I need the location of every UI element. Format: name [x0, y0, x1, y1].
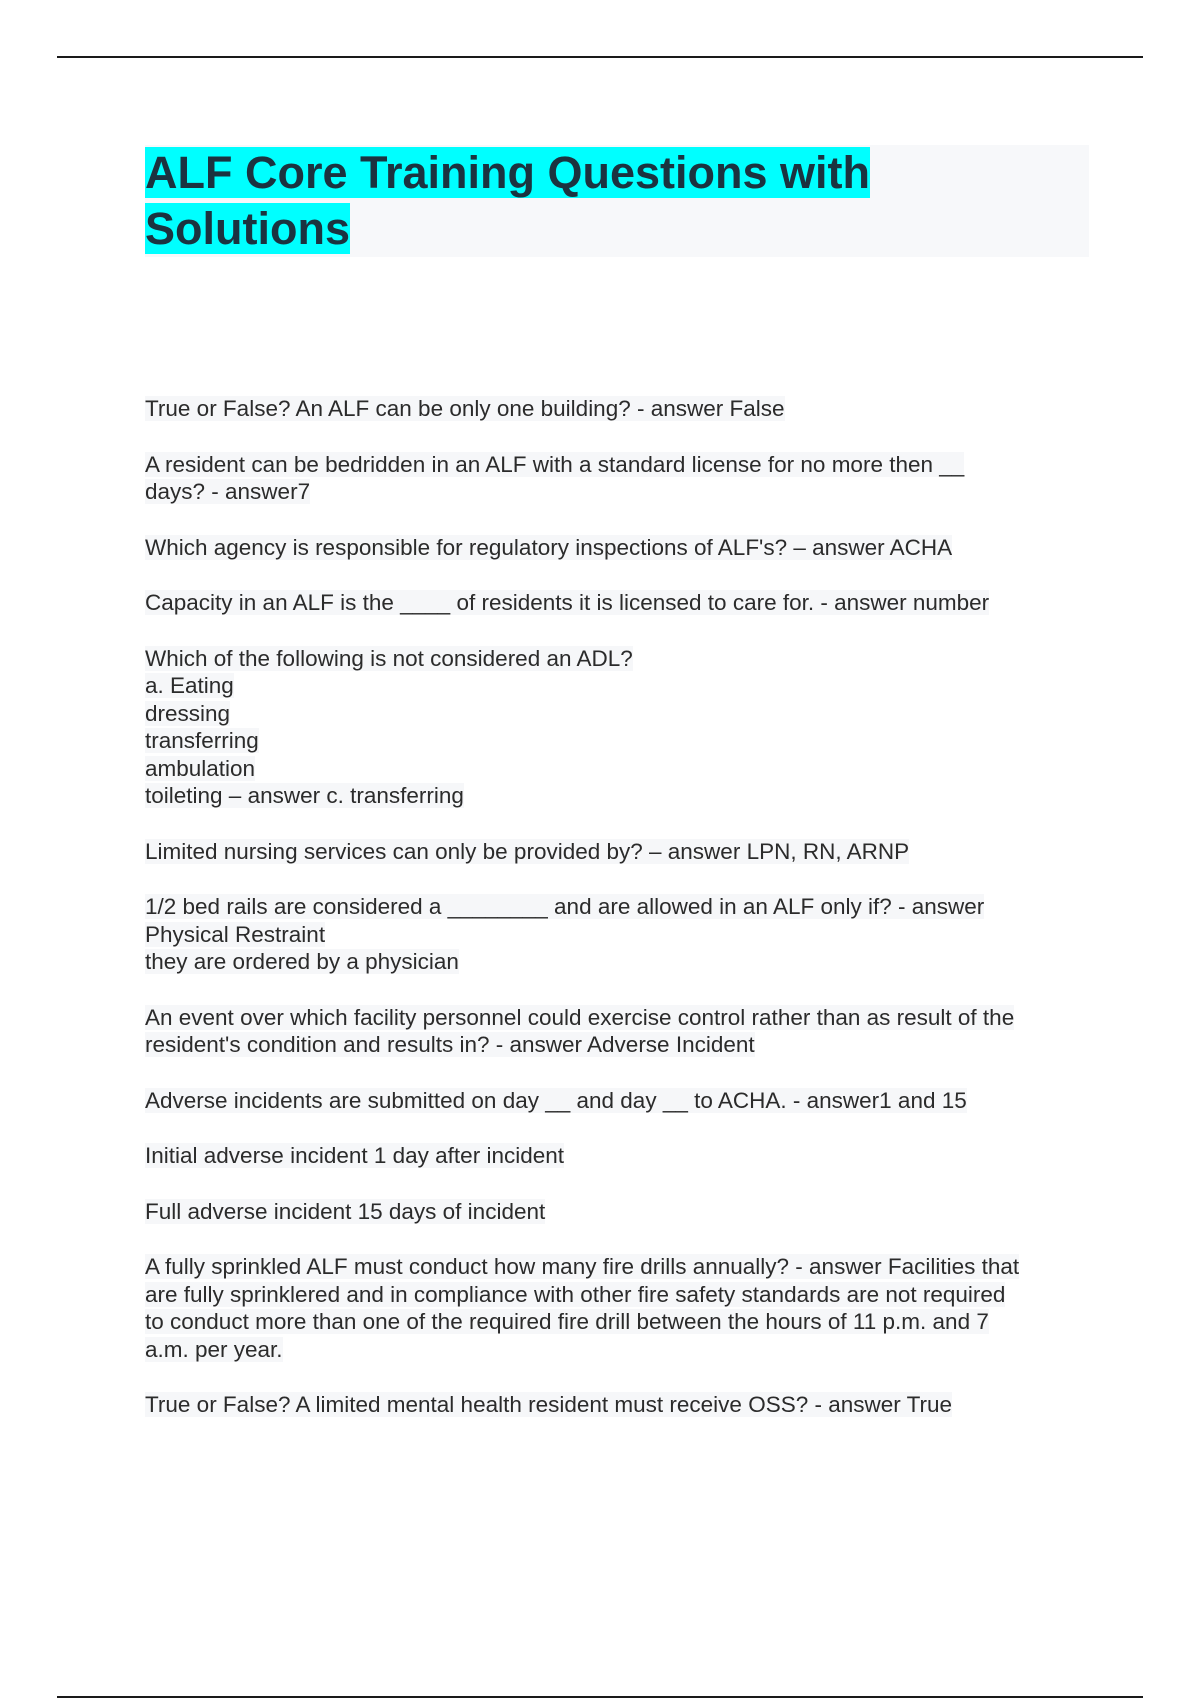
qa-line: [145, 1142, 1090, 1170]
title-line-1: ALF Core Training Questions with: [145, 147, 871, 198]
qa-line-text: True or False? An ALF can be only one building? - answer False: [145, 396, 785, 421]
qa-item: [145, 893, 1090, 976]
qa-line: [145, 1308, 1090, 1336]
qa-line: [145, 534, 1090, 562]
qa-line-text: A resident can be bedridden in an ALF with a standard license for no more then __: [145, 451, 965, 477]
qa-item: [145, 645, 1090, 810]
qa-line: [145, 1391, 1090, 1419]
qa-line-text: An event over which facility personnel could exercise control rather than as result of the: [145, 1004, 1015, 1030]
bottom-rule: [57, 1696, 1143, 1698]
qa-line: [145, 700, 1090, 728]
qa-line-text: they are ordered by a physician: [145, 949, 459, 974]
qa-line: [145, 893, 1090, 921]
qa-line: [145, 782, 1090, 810]
qa-list: [145, 395, 1090, 1447]
qa-item: [145, 1198, 1090, 1226]
qa-item: [145, 534, 1090, 562]
qa-line-text: ambulation: [145, 755, 256, 781]
qa-item: [145, 589, 1090, 617]
qa-line: [145, 948, 1090, 976]
qa-line: [145, 451, 1090, 479]
qa-line: [145, 1004, 1090, 1032]
qa-item: [145, 1142, 1090, 1170]
qa-line: [145, 1253, 1090, 1281]
qa-line: [145, 1281, 1090, 1309]
qa-line: [145, 589, 1090, 617]
qa-line-text: Capacity in an ALF is the ____ of residents it is licensed to care for. - answer number: [145, 590, 990, 615]
qa-line: [145, 672, 1090, 700]
qa-item: [145, 1004, 1090, 1059]
qa-line: [145, 395, 1090, 423]
qa-line: [145, 755, 1090, 783]
qa-line-text: Limited nursing services can only be provided by? – answer LPN, RN, ARNP: [145, 838, 910, 864]
qa-line-text: A fully sprinkled ALF must conduct how many fire drills annually? - answer Facilities that: [145, 1254, 1020, 1279]
qa-line: [145, 727, 1090, 755]
qa-line-text: transferring: [145, 728, 259, 753]
title-line-2: Solutions: [145, 203, 350, 254]
qa-line-text: 1/2 bed rails are considered a ________ and are allowed in an ALF only if? - answer: [145, 894, 985, 919]
qa-line-text: Which of the following is not considered an ADL?: [145, 645, 633, 671]
qa-line: [145, 478, 1090, 506]
qa-item: [145, 1087, 1090, 1115]
qa-line: [145, 1087, 1090, 1115]
qa-line: [145, 1031, 1090, 1059]
qa-line-text: True or False? A limited mental health resident must receive OSS? - answer True: [145, 1392, 953, 1417]
qa-line: [145, 838, 1090, 866]
title-block: [145, 145, 1089, 257]
qa-item: [145, 1391, 1090, 1419]
qa-line-text: are fully sprinklered and in compliance with other fire safety standards are not required: [145, 1281, 1006, 1307]
qa-line: [145, 921, 1090, 949]
qa-line: [145, 1336, 1090, 1364]
qa-item: [145, 395, 1090, 423]
page-title: [145, 145, 1089, 257]
qa-line-text: to conduct more than one of the required fire drill between the hours of 11 p.m. and 7: [145, 1309, 989, 1334]
qa-line: [145, 1198, 1090, 1226]
qa-line-text: Initial adverse incident 1 day after incident: [145, 1143, 564, 1168]
qa-line-text: toileting – answer c. transferring: [145, 783, 464, 808]
qa-line-text: Full adverse incident 15 days of incident: [145, 1198, 546, 1224]
qa-line-text: Which agency is responsible for regulatory inspections of ALF's? – answer ACHA: [145, 534, 953, 560]
qa-line-text: resident's condition and results in? - answer Adverse Incident: [145, 1032, 755, 1057]
qa-item: [145, 1253, 1090, 1363]
top-rule: [57, 56, 1143, 58]
qa-line: [145, 645, 1090, 673]
qa-line-text: a. Eating: [145, 673, 234, 698]
qa-line-text: days? - answer7: [145, 479, 311, 504]
qa-line-text: dressing: [145, 700, 231, 726]
qa-line-text: a.m. per year.: [145, 1336, 283, 1362]
qa-line-text: Adverse incidents are submitted on day __ and day __ to ACHA. - answer1 and 15: [145, 1087, 967, 1113]
qa-item: [145, 838, 1090, 866]
qa-line-text: Physical Restraint: [145, 921, 326, 947]
qa-item: [145, 451, 1090, 506]
